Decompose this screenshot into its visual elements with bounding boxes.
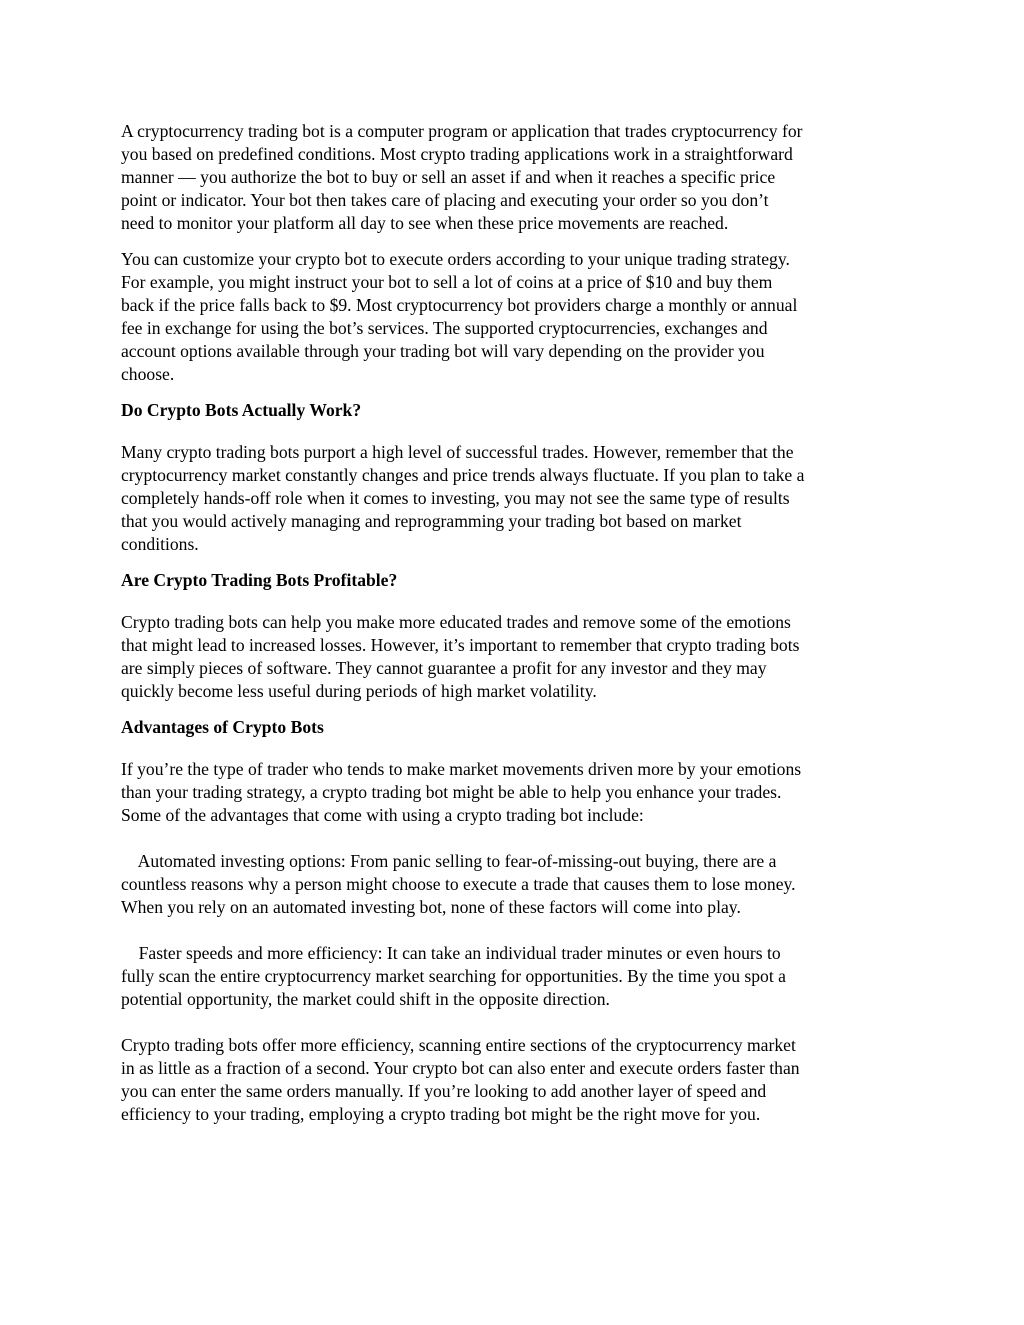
text-line: account options available through your trading bot will vary depending on the provider you (121, 341, 765, 361)
text-line: conditions. (121, 534, 199, 554)
heading-advantages: Advantages of Crypto Bots (121, 717, 324, 737)
paragraph-what-is-bot (121, 120, 911, 235)
text-line: completely hands-off role when it comes to investing, you may not see the same type of results (121, 488, 790, 508)
text-line: manner — you authorize the bot to buy or sell an asset if and when it reaches a specific price (121, 167, 776, 187)
text-line: need to monitor your platform all day to see when these price movements are reached. (121, 213, 729, 233)
text-line: Automated investing options: From panic selling to fear-of-missing-out buying, there are a (121, 851, 777, 871)
text-line: are simply pieces of software. They cannot guarantee a profit for any investor and they may (121, 658, 767, 678)
text-line: you can enter the same orders manually. If you’re looking to add another layer of speed and (121, 1081, 767, 1101)
paragraph-automated-investing (121, 850, 911, 919)
text-line: Faster speeds and more efficiency: It can take an individual trader minutes or even hours to (121, 943, 781, 963)
text-line: potential opportunity, the market could shift in the opposite direction. (121, 989, 610, 1009)
text-line: Some of the advantages that come with using a crypto trading bot include: (121, 805, 644, 825)
text-line: that you would actively managing and reprogramming your trading bot based on market (121, 511, 742, 531)
text-line: than your trading strategy, a crypto trading bot might be able to help you enhance your trades. (121, 782, 782, 802)
text-line: fully scan the entire cryptocurrency market searching for opportunities. By the time you spot a (121, 966, 786, 986)
text-line: in as little as a fraction of a second. Your crypto bot can also enter and execute orders faster than (121, 1058, 800, 1078)
text-line: A cryptocurrency trading bot is a computer program or application that trades cryptocurrency for (121, 121, 803, 141)
paragraph-customize-bot (121, 248, 911, 386)
text-line: When you rely on an automated investing bot, none of these factors will come into play. (121, 897, 741, 917)
text-line: countless reasons why a person might choose to execute a trade that causes them to lose money. (121, 874, 796, 894)
text-line: If you’re the type of trader who tends to make market movements driven more by your emotions (121, 759, 802, 779)
text-line: Many crypto trading bots purport a high level of successful trades. However, remember that the (121, 442, 794, 462)
text-line: choose. (121, 364, 175, 384)
text-line: Crypto trading bots offer more efficiency, scanning entire sections of the cryptocurrency market (121, 1035, 796, 1055)
text-line: fee in exchange for using the bot’s services. The supported cryptocurrencies, exchanges and (121, 318, 768, 338)
text-line: cryptocurrency market constantly changes and price trends always fluctuate. If you plan to take a (121, 465, 805, 485)
text-line: point or indicator. Your bot then takes care of placing and executing your order so you don’t (121, 190, 769, 210)
heading-do-bots-work: Do Crypto Bots Actually Work? (121, 400, 362, 420)
text-line: You can customize your crypto bot to execute orders according to your unique trading strategy. (121, 249, 790, 269)
paragraph-do-bots-work (121, 441, 911, 556)
text-line: quickly become less useful during periods of high market volatility. (121, 681, 597, 701)
document-body (121, 120, 911, 1139)
paragraph-profitable (121, 611, 911, 703)
text-line: For example, you might instruct your bot to sell a lot of coins at a price of $10 and buy them (121, 272, 773, 292)
text-line: back if the price falls back to $9. Most cryptocurrency bot providers charge a monthly or annual (121, 295, 798, 315)
paragraph-advantages-intro (121, 758, 911, 827)
text-line: Crypto trading bots can help you make more educated trades and remove some of the emotions (121, 612, 791, 632)
heading-profitable: Are Crypto Trading Bots Profitable? (121, 570, 398, 590)
paragraph-faster-speeds (121, 942, 911, 1011)
text-line: you based on predefined conditions. Most crypto trading applications work in a straightforward (121, 144, 793, 164)
text-line: efficiency to your trading, employing a crypto trading bot might be the right move for you. (121, 1104, 761, 1124)
text-line: that might lead to increased losses. However, it’s important to remember that crypto trading bots (121, 635, 800, 655)
paragraph-efficiency (121, 1034, 911, 1126)
